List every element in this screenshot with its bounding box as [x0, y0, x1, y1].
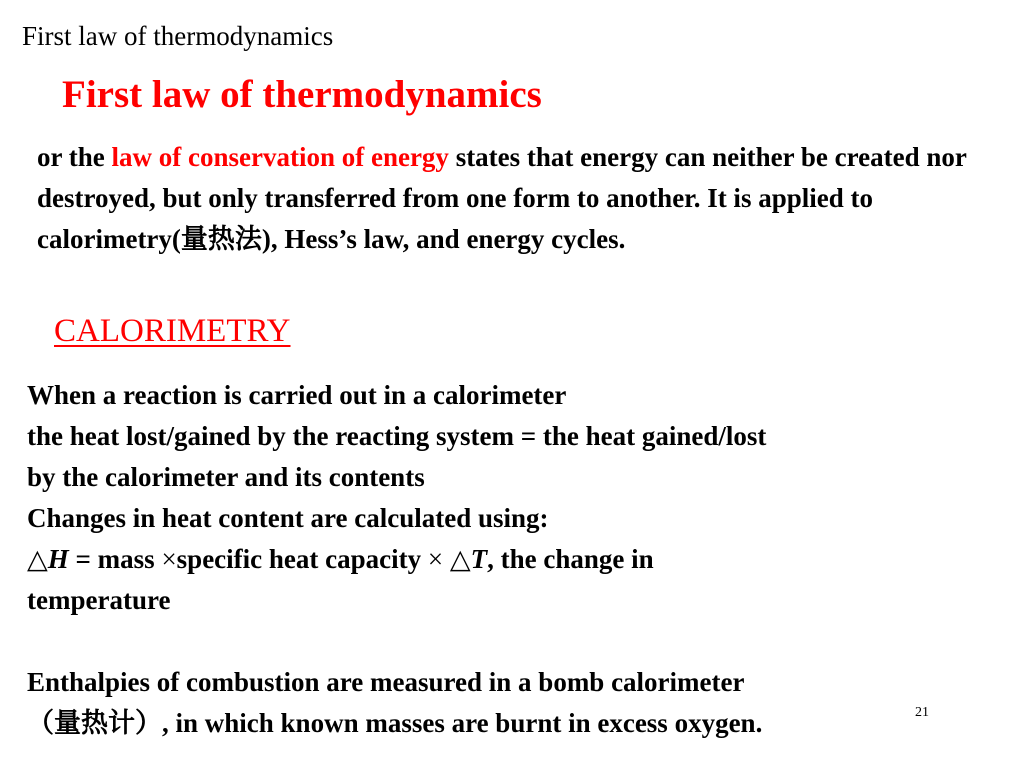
formula-h: H	[47, 544, 69, 574]
intro-paragraph	[37, 137, 997, 260]
blank-line	[27, 621, 1007, 662]
body-line-8: （量热计）, in which known masses are burnt in excess oxygen.	[27, 708, 763, 738]
intro-highlight: law of conservation of energy	[111, 142, 449, 172]
delta-symbol-2: △	[443, 544, 471, 574]
body-line-7: Enthalpies of combustion are measured in a bomb calorimeter	[27, 667, 745, 697]
body-line-3: by the calorimeter and its contents	[27, 462, 425, 492]
formula-line	[27, 539, 1007, 580]
formula-t: T	[470, 544, 488, 574]
slide-header: First law of thermodynamics	[22, 21, 334, 51]
section-heading-calorimetry: CALORIMETRY	[54, 313, 291, 349]
formula-mid-1: = mass	[68, 544, 162, 574]
delta-symbol: △	[27, 544, 48, 574]
slide-number: 21	[915, 705, 929, 720]
times-symbol: ×	[161, 544, 177, 574]
body-line-1: When a reaction is carried out in a calorimeter	[27, 380, 567, 410]
formula-mid-2: specific heat capacity	[176, 544, 428, 574]
body-line-2: the heat lost/gained by the reacting system = the heat gained/lost	[27, 421, 767, 451]
intro-prefix: or the	[37, 142, 112, 172]
body-line-6: temperature	[27, 585, 171, 615]
intro-rest: states that energy can neither be created nor destroyed, but only transferred from one form to another. It is applied to calorimetry(量热法), Hess’s law, and energy cycles.	[37, 142, 967, 254]
formula-tail: , the change in	[487, 544, 654, 574]
calorimetry-body	[27, 375, 1007, 744]
times-symbol-2: ×	[427, 544, 444, 574]
slide-title: First law of thermodynamics	[62, 73, 542, 116]
body-line-4: Changes in heat content are calculated using:	[27, 503, 549, 533]
